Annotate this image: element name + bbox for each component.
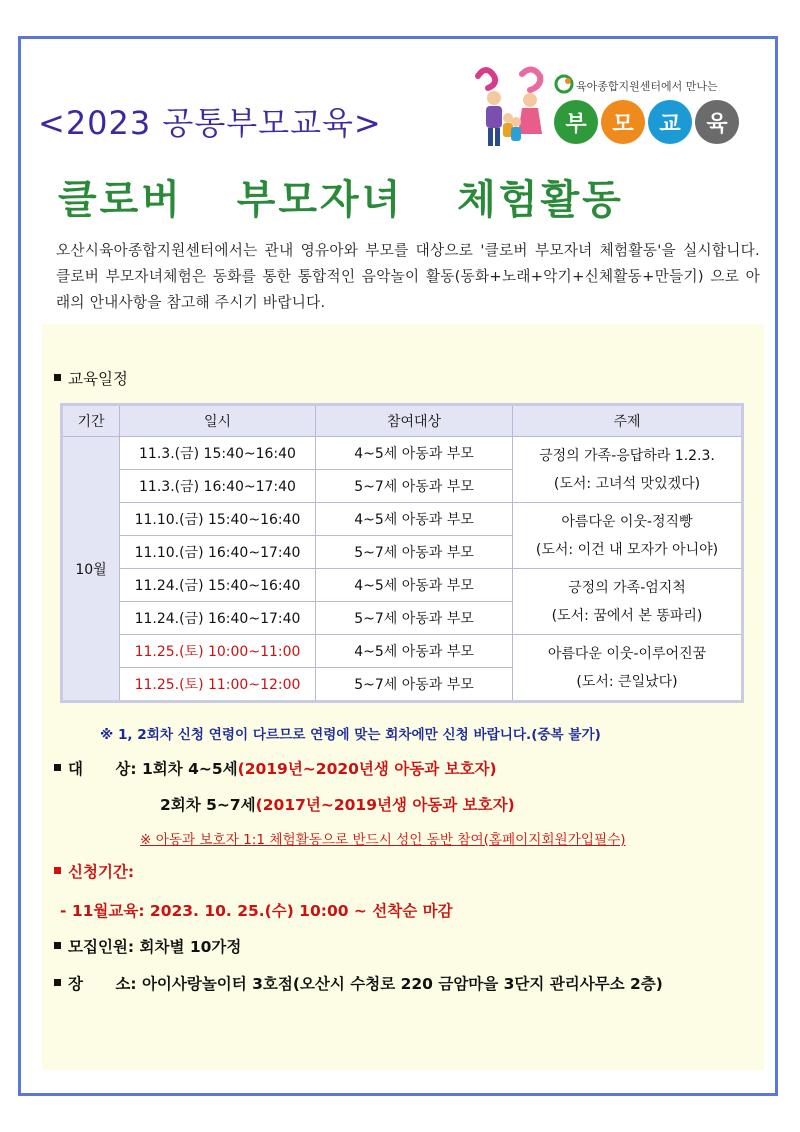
target-cell: 4~5세 아동과 부모 — [316, 635, 513, 668]
logo-badges — [554, 100, 739, 144]
table-row — [62, 503, 743, 536]
topic-cell — [513, 503, 743, 569]
topic-cell — [513, 635, 743, 702]
schedule-heading-label: 교육일정 — [68, 370, 128, 388]
logo-badge: 육 — [695, 100, 739, 144]
session1-prefix: 1회차 4~5세 — [141, 760, 238, 778]
place-value: 아이사랑놀이터 3호점(오산시 수청로 220 금암마을 3단지 관리사무소 2층) — [141, 975, 663, 993]
topic-book: (도서: 이건 내 모자가 아니야) — [535, 541, 719, 558]
datetime-cell: 11.24.(금) 15:40~16:40 — [120, 569, 316, 602]
bullet-square-icon — [54, 867, 61, 874]
apply-label: 신청기간: — [68, 863, 135, 881]
target-cell: 4~5세 아동과 부모 — [316, 569, 513, 602]
target-line-2 — [160, 793, 515, 815]
table-row — [62, 437, 743, 470]
topic-cell — [513, 437, 743, 503]
datetime-cell: 11.3.(금) 16:40~17:40 — [120, 470, 316, 503]
column-header: 기간 — [62, 405, 120, 437]
bullet-square-icon — [54, 764, 61, 771]
target-line-1 — [54, 757, 497, 779]
schedule-heading — [54, 367, 128, 389]
duplicate-notice: ※ 1, 2회차 신청 연령이 다르므로 연령에 맞는 회차에만 신청 바랍니다.(중복 불가) — [100, 727, 601, 743]
center-logo — [470, 62, 770, 152]
table-row — [62, 569, 743, 602]
target-cell: 5~7세 아동과 부모 — [316, 602, 513, 635]
intro-paragraph: 오산시육아종합지원센터에서는 관내 영유아와 부모를 대상으로 '클로버 부모자녀 체험활동'을 실시합니다. 클로버 부모자녀체험은 동화를 통한 통합적인 음악놀이 활동(동화+노래+악기+신체활동+만들기) 으로 아래의 안내사항을 참고해 주시기 바랍니다. — [56, 242, 760, 311]
apply-detail: - 11월교육: 2023. 10. 25.(수) 10:00 ~ 선착순 마감 — [60, 902, 453, 920]
session1-detail: (2019년~2020년생 아동과 보호자) — [237, 760, 497, 778]
topic-book: (도서: 고녀석 맛있겠다) — [553, 475, 701, 492]
month-cell: 10월 — [62, 437, 120, 702]
table-header-row — [62, 405, 743, 437]
bullet-square-icon — [54, 979, 61, 986]
header-title: <2023 공통부모교육> — [38, 104, 382, 142]
column-header: 주제 — [513, 405, 743, 437]
recruit-value: 회차별 10가정 — [139, 938, 242, 956]
target-cell: 5~7세 아동과 부모 — [316, 470, 513, 503]
session2-prefix: 2회차 5~7세 — [160, 796, 256, 814]
guardian-notice: ※ 아동과 보호자 1:1 체험활동으로 반드시 성인 동반 참여(홈페이지회원가입필수) — [140, 832, 626, 848]
topic-book: (도서: 꿈에서 본 똥파리) — [551, 607, 703, 624]
place-line — [54, 972, 663, 994]
logo-badge: 모 — [601, 100, 645, 144]
place-label: 장 소: — [68, 975, 137, 993]
recruit-label: 모집인원: — [68, 938, 135, 956]
datetime-cell: 11.24.(금) 16:40~17:40 — [120, 602, 316, 635]
recruit-line — [54, 935, 241, 957]
table-row — [62, 635, 743, 668]
target-cell: 5~7세 아동과 부모 — [316, 536, 513, 569]
main-title: 클로버 부모자녀 체험활동 — [58, 177, 624, 223]
datetime-cell: 11.3.(금) 15:40~16:40 — [120, 437, 316, 470]
apply-heading — [54, 860, 134, 882]
datetime-cell: 11.10.(금) 16:40~17:40 — [120, 536, 316, 569]
session2-detail: (2017년~2019년생 아동과 보호자) — [255, 796, 515, 814]
datetime-cell: 11.25.(토) 11:00~12:00 — [120, 668, 316, 702]
family-illustration-icon — [470, 62, 560, 152]
column-header: 참여대상 — [316, 405, 513, 437]
topic-title: 긍정의 가족-응답하라 1.2.3. — [539, 447, 715, 464]
topic-title: 아름다운 이웃-정직빵 — [561, 513, 693, 530]
column-header: 일시 — [120, 405, 316, 437]
schedule-table — [60, 403, 744, 703]
bullet-square-icon — [54, 942, 61, 949]
target-label: 대 상: — [68, 760, 137, 778]
logo-badge: 부 — [554, 100, 598, 144]
topic-title: 긍정의 가족-엄지척 — [568, 579, 686, 596]
topic-title: 아름다운 이웃-이루어진꿈 — [547, 645, 707, 662]
target-cell: 4~5세 아동과 부모 — [316, 437, 513, 470]
datetime-cell: 11.10.(금) 15:40~16:40 — [120, 503, 316, 536]
center-symbol-icon — [554, 74, 574, 94]
logo-tagline: 육아종합지원센터에서 만나는 — [576, 80, 718, 93]
bullet-square-icon — [54, 374, 61, 381]
logo-badge: 교 — [648, 100, 692, 144]
target-cell: 5~7세 아동과 부모 — [316, 668, 513, 702]
topic-cell — [513, 569, 743, 635]
datetime-cell: 11.25.(토) 10:00~11:00 — [120, 635, 316, 668]
topic-book: (도서: 큰일났다) — [576, 673, 678, 690]
target-cell: 4~5세 아동과 부모 — [316, 503, 513, 536]
